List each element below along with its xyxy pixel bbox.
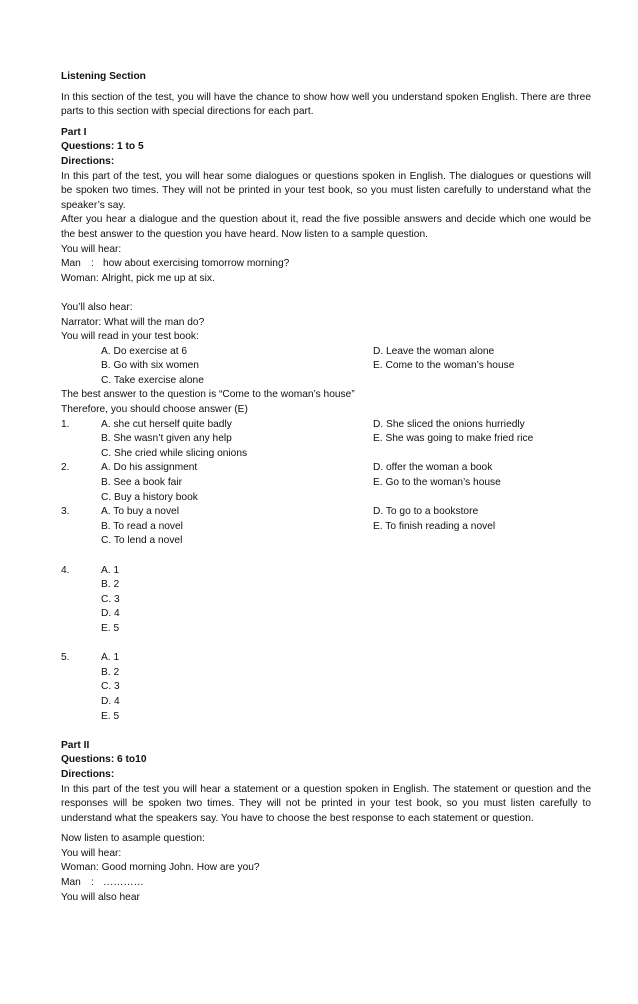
part2-questions: Questions: 6 to10 [61,754,147,766]
answer-option: E. Go to the woman’s house [373,477,501,489]
answer-option: D. offer the woman a book [373,462,493,474]
question-4-row [61,578,591,593]
question-1-row [61,447,591,462]
answer-option: C. 3 [101,681,120,693]
answer-option: C. She cried while slicing onions [101,447,248,459]
answer-option: E. 5 [101,710,120,722]
question-4-row [61,593,591,608]
dialogue-text: how about exercising tomorrow morning? [103,258,290,270]
sample-option: A. Do exercise at 6 [101,345,188,357]
question-4-row [61,564,591,579]
part1-read-in-book: You will read in your test book: [61,331,199,343]
answer-option: C. Buy a history book [101,491,198,503]
part2-man-line [61,876,591,891]
dialogue-separator: : [91,258,94,270]
sample-option-row [61,345,591,360]
section-title: Listening Section [61,71,146,82]
dialogue-speaker: Man [61,258,81,270]
dialogue-text: Alright, pick me up at six. [101,272,215,284]
question-5-row [61,710,591,725]
part1-directions-label: Directions: [61,155,115,167]
dialogue-separator: : [91,877,94,889]
answer-option: A. To buy a novel [101,506,179,518]
answer-option: B. To read a novel [101,520,183,532]
sample-option: E. Come to the woman’s house [373,360,515,372]
part2-sample-intro: Now listen to asample question: [61,833,205,845]
question-5-row [61,695,591,710]
answer-option [373,447,591,462]
question-2-row [61,461,591,476]
question-2-row [61,476,591,491]
question-3-row [61,505,591,520]
part2-you-will-hear: You will hear: [61,847,122,859]
answer-option: B. See a book fair [101,477,182,489]
question-4-row [61,607,591,622]
dialogue-speaker: Man [61,877,81,889]
part2-directions-label: Directions: [61,768,115,780]
part2-woman-line: Woman: Good morning John. How are you? [61,862,260,874]
answer-option: E. She was going to make fried rice [373,433,534,445]
part1-also-hear: You’ll also hear: [61,301,133,313]
question-number: 5. [61,652,70,664]
part1-narrator: Narrator: What will the man do? [61,316,205,328]
answer-option: E. 5 [101,622,120,634]
question-3-row [61,534,591,549]
question-5-row [61,680,591,695]
document-page [61,70,591,905]
answer-option: A. 1 [101,652,120,664]
part1-therefore: Therefore, you should choose answer (E) [61,404,248,416]
sample-option [373,374,591,389]
answer-option: D. 4 [101,695,120,707]
sample-option-row [61,374,591,389]
question-1-row [61,418,591,433]
part1-directions-p1: In this part of the test, you will hear some dialogues or questions spoken in English. The dialogues or questions will be spoken two times. They will not be printed in your test book, so you must listen carefully to understand what the speaker’s say. [61,170,591,211]
answer-option: A. 1 [101,564,120,576]
answer-option: C. 3 [101,593,120,605]
sample-option: C. Take exercise alone [101,374,204,386]
part1-title: Part I [61,126,87,138]
answer-option: B. 2 [101,666,120,678]
answer-option: A. Do his assignment [101,462,198,474]
answer-option: C. To lend a novel [101,535,183,547]
question-2-row [61,491,591,506]
part1-questions: Questions: 1 to 5 [61,141,144,153]
question-number: 2. [61,462,70,474]
part2-also-hear: You will also hear [61,891,140,903]
sample-option-row [61,359,591,374]
question-3-row [61,520,591,535]
intro-paragraph: In this section of the test, you will have the chance to show how well you understand spoken English. There are three parts to this section with special directions for each part. [61,91,591,118]
answer-option [373,491,591,506]
answer-option: B. She wasn’t given any help [101,433,232,445]
question-number: 4. [61,564,70,576]
part1-you-will-hear: You will hear: [61,243,122,255]
answer-option: D. 4 [101,608,120,620]
answer-option: B. 2 [101,579,120,591]
question-1-row [61,432,591,447]
answer-option: A. she cut herself quite badly [101,418,232,430]
dialogue-text: ………… [103,877,144,889]
answer-option [373,534,591,549]
question-number: 3. [61,506,70,518]
answer-option: D. To go to a bookstore [373,506,479,518]
question-5-row [61,666,591,681]
question-number: 1. [61,418,70,430]
dialogue-line-woman [61,272,591,287]
part2-directions-p1: In this part of the test you will hear a statement or a question spoken in English. The statement or question and the responses will be spoken two times. They will not be printed in your test book, so you must listen carefully to understand what the speakers say. You have to choose the best response to each statement or question. [61,783,591,824]
part1-directions-p2: After you hear a dialogue and the question about it, read the five possible answers and decide which one would be the best answer to the question you have heard. Now listen to a sample question. [61,214,591,240]
answer-option: E. To finish reading a novel [373,520,496,532]
dialogue-line-man [61,257,591,272]
sample-option: D. Leave the woman alone [373,345,495,357]
part2-title: Part II [61,739,90,751]
sample-option: B. Go with six women [101,360,199,372]
part1-best-answer: The best answer to the question is “Come to the woman’s house” [61,389,355,401]
question-4-row [61,622,591,637]
question-5-row [61,651,591,666]
dialogue-speaker: Woman: [61,272,99,284]
answer-option: D. She sliced the onions hurriedly [373,418,525,430]
